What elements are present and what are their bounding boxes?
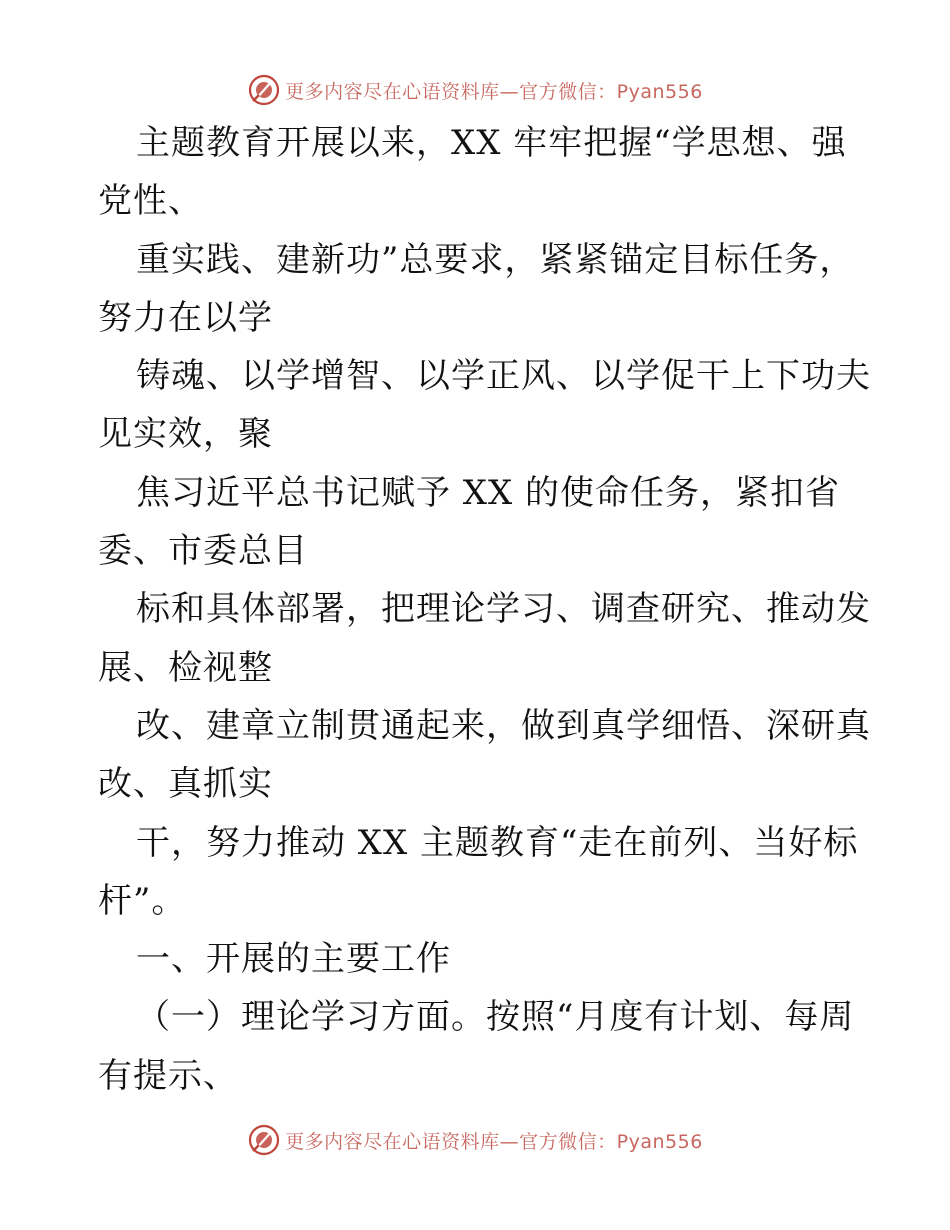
text-line: 见实效，聚 [98,414,273,455]
text-line: 改、真抓实 [98,764,273,805]
text-line: 干，努力推动 XX 主题教育“走在前列、当好标 [136,822,859,863]
text-line: 一、开展的主要工作 [136,939,451,980]
logo-seal-icon [247,1123,281,1157]
text-line: 改、建章立制贯通起来，做到真学细悟、深研真 [136,705,871,746]
text-line: 标和具体部署，把理论学习、调查研究、推动发 [136,589,871,630]
text-line: 杆”。 [98,880,187,921]
text-line: 重实践、建新功”总要求，紧紧锚定目标任务， [136,239,855,280]
text-line: （一）理论学习方面。按照“月度有计划、每周 [136,997,855,1038]
text-line: 努力在以学 [98,297,273,338]
text-line: 委、市委总目 [98,531,308,572]
text-line: 焦习近平总书记赋予 XX 的使命任务，紧扣省 [136,472,841,513]
text-line: 有提示、 [98,1055,238,1096]
watermark-text: 更多内容尽在心语资料库—官方微信：Pyan556 [285,80,703,103]
text-line: 展、检视整 [98,647,273,688]
footer-watermark [0,1120,950,1160]
logo-seal-icon [247,73,281,107]
header-watermark [0,70,950,110]
text-line: 主题教育开展以来，XX 牢牢把握“学思想、强 [136,123,847,163]
watermark-text: 更多内容尽在心语资料库—官方微信：Pyan556 [285,1130,703,1153]
text-line: 铸魂、以学增智、以学正风、以学促干上下功夫 [136,356,871,397]
document-body [98,114,871,1105]
text-line: 党性、 [98,181,203,222]
